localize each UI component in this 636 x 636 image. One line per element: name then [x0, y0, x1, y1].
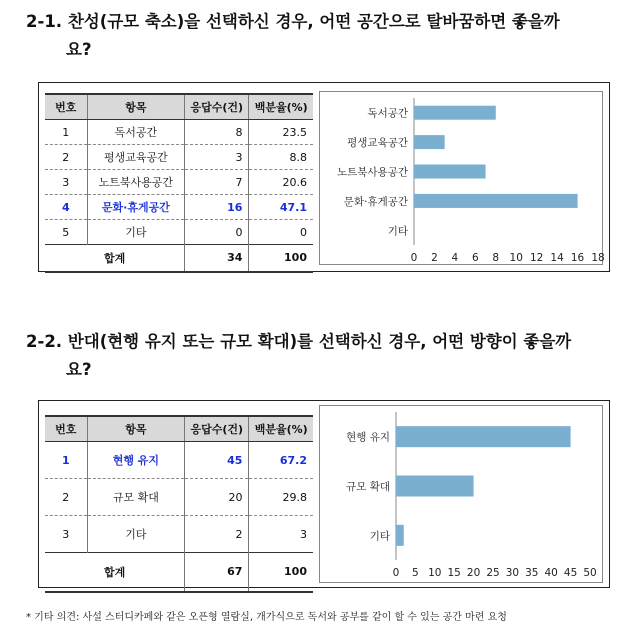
x-tick-label: 2	[431, 252, 438, 264]
bar	[396, 476, 474, 497]
row-item: 기타	[87, 220, 185, 245]
bar	[414, 165, 486, 179]
question-1-bar-chart	[320, 92, 605, 264]
category-label: 노트북사용공간	[336, 166, 408, 179]
question-2-chart	[319, 405, 603, 583]
x-tick-label: 14	[550, 252, 564, 264]
row-item: 현행 유지	[87, 442, 185, 479]
question-2-title	[26, 328, 616, 384]
row-count: 0	[185, 220, 249, 245]
row-count: 20	[185, 479, 249, 516]
row-percent: 29.8	[249, 479, 313, 516]
footnote: * 기타 의견: 사설 스터디카페와 같은 오픈형 열람실, 개가식으로 독서와 공부를 같이 할 수 있는 공간 마련 요청	[26, 612, 507, 623]
row-number: 1	[45, 120, 87, 145]
table-header-row	[45, 94, 313, 120]
row-count: 3	[185, 145, 249, 170]
question-2-panel	[38, 400, 610, 588]
row-number: 2	[45, 479, 87, 516]
header-count: 응답수(건)	[185, 416, 249, 442]
x-tick-label: 10	[509, 252, 523, 264]
header-percent: 백분율(%)	[249, 416, 313, 442]
header-item: 항목	[87, 416, 185, 442]
x-tick-label: 4	[451, 252, 459, 264]
row-count: 2	[185, 516, 249, 553]
x-tick-label: 18	[591, 252, 605, 264]
x-tick-label: 0	[392, 567, 400, 579]
category-label: 문화·휴게공간	[343, 195, 408, 208]
table-row	[45, 516, 313, 553]
x-tick-label: 15	[447, 567, 461, 579]
x-tick-label: 25	[486, 567, 500, 579]
header-item: 항목	[87, 94, 185, 120]
question-1-panel	[38, 82, 610, 272]
row-percent: 3	[249, 516, 313, 553]
x-tick-label: 50	[583, 567, 597, 579]
question-1-title	[26, 8, 616, 64]
category-label: 독서공간	[367, 107, 408, 120]
table-header-row	[45, 416, 313, 442]
question-2-table	[45, 415, 313, 593]
row-number: 1	[45, 442, 87, 479]
question-2-title-line2: 요?	[66, 360, 92, 379]
row-count: 8	[185, 120, 249, 145]
x-tick-label: 30	[505, 567, 520, 579]
x-tick-label: 45	[563, 567, 578, 579]
row-number: 3	[45, 516, 87, 553]
total-percent: 100	[249, 245, 313, 272]
category-label: 평생교육공간	[347, 137, 408, 150]
bar	[414, 106, 496, 120]
x-tick-label: 5	[412, 567, 419, 579]
table-row	[45, 195, 313, 220]
category-label: 규모 확대	[346, 481, 390, 493]
table-row	[45, 442, 313, 479]
row-number: 2	[45, 145, 87, 170]
question-1-title-line2: 요?	[66, 40, 92, 59]
question-1-table	[45, 93, 313, 273]
x-tick-label: 12	[529, 252, 544, 264]
header-number: 번호	[45, 94, 87, 120]
x-tick-label: 6	[471, 252, 479, 264]
row-number: 3	[45, 170, 87, 195]
row-item: 문화·휴게공간	[87, 195, 185, 220]
row-count: 7	[185, 170, 249, 195]
row-item: 노트북사용공간	[87, 170, 185, 195]
header-percent: 백분율(%)	[249, 94, 313, 120]
row-item: 독서공간	[87, 120, 185, 145]
table-row	[45, 170, 313, 195]
row-item: 기타	[87, 516, 185, 553]
question-2-title-line1: 2-2. 반대(현행 유지 또는 규모 확대)를 선택하신 경우, 어떤 방향이 좋을까	[26, 332, 572, 351]
x-tick-label: 40	[544, 567, 558, 579]
x-tick-label: 35	[525, 567, 539, 579]
total-label: 합계	[45, 245, 185, 272]
total-count: 34	[185, 245, 249, 272]
category-label: 기타	[387, 225, 408, 238]
table-row	[45, 479, 313, 516]
question-2-bar-chart	[320, 406, 602, 582]
x-tick-label: 0	[410, 252, 418, 264]
x-tick-label: 16	[570, 252, 585, 264]
x-tick-label: 20	[466, 567, 481, 579]
bar	[414, 194, 578, 208]
header-count: 응답수(건)	[185, 94, 249, 120]
row-percent: 23.5	[249, 120, 313, 145]
x-tick-label: 8	[492, 252, 500, 264]
row-percent: 0	[249, 220, 313, 245]
table-total-row	[45, 553, 313, 592]
table-row	[45, 145, 313, 170]
question-1-chart	[319, 91, 603, 265]
total-count: 67	[185, 553, 249, 592]
row-number: 5	[45, 220, 87, 245]
header-number: 번호	[45, 416, 87, 442]
question-1-title-line1: 2-1. 찬성(규모 축소)을 선택하신 경우, 어떤 공간으로 탈바꿈하면 좋을까	[26, 12, 560, 31]
row-item: 규모 확대	[87, 479, 185, 516]
row-percent: 8.8	[249, 145, 313, 170]
bar	[414, 135, 445, 149]
table-row	[45, 120, 313, 145]
category-label: 현행 유지	[346, 431, 390, 444]
row-percent: 47.1	[249, 195, 313, 220]
total-label: 합계	[45, 553, 185, 592]
total-percent: 100	[249, 553, 313, 592]
bar	[396, 426, 571, 447]
bar	[396, 525, 404, 546]
table-row	[45, 220, 313, 245]
row-percent: 67.2	[249, 442, 313, 479]
table-total-row	[45, 245, 313, 272]
row-count: 16	[185, 195, 249, 220]
row-count: 45	[185, 442, 249, 479]
row-percent: 20.6	[249, 170, 313, 195]
category-label: 기타	[369, 530, 390, 543]
row-number: 4	[45, 195, 87, 220]
x-tick-label: 10	[428, 567, 442, 579]
row-item: 평생교육공간	[87, 145, 185, 170]
